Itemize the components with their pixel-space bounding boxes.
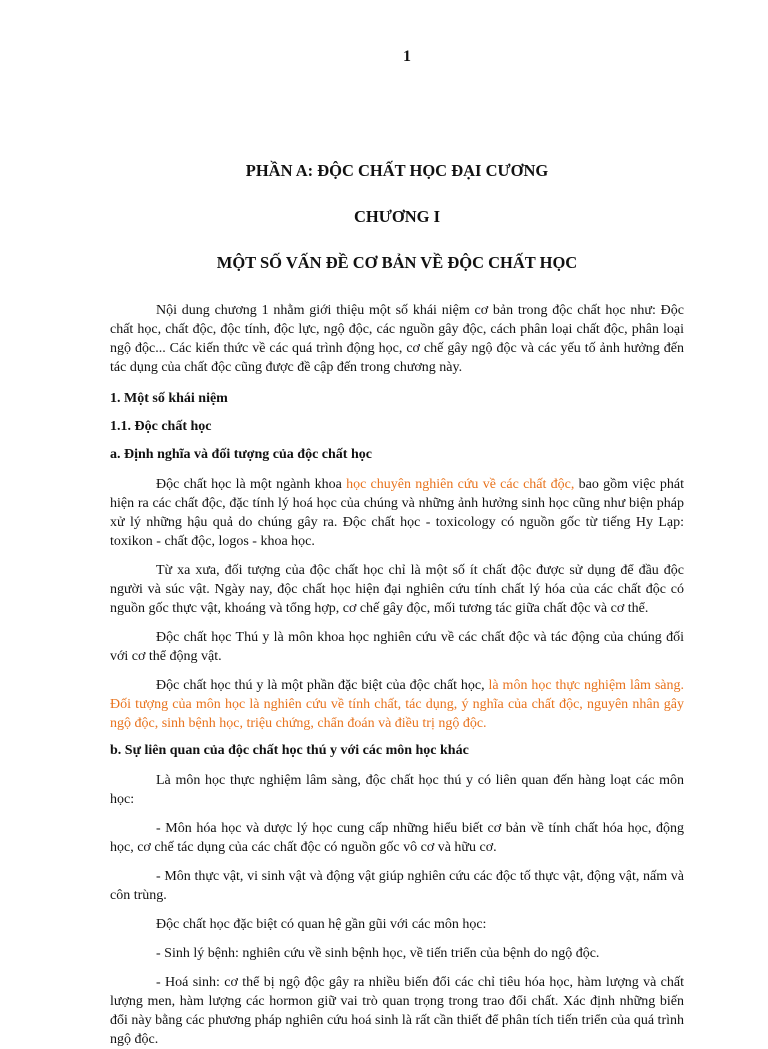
paragraph-text: Độc chất học là một ngành khoa: [156, 477, 347, 492]
paragraph-history: Từ xa xưa, đối tượng của độc chất học chỉ là một số ít chất độc được sử dụng để đầu độc người và súc vật. Ngày nay, độc chất học hiện đại nghiên cứu tính chất lý hóa của các chất độc có nguồn gốc thực vật, khoáng và tổng hợp, cơ chế gây độc, mối tương tác giữa chất độc và cơ thể.: [110, 563, 684, 616]
highlighted-text: học chuyên nghiên cứu về các chất độc,: [346, 477, 575, 492]
chapter-title: MỘT SỐ VẤN ĐỀ CƠ BẢN VỀ ĐỘC CHẤT HỌC: [216, 253, 578, 272]
paragraph-special-part: [110, 676, 684, 733]
section-1-1-heading: 1.1. Độc chất học: [110, 419, 212, 434]
highlighted-text: là môn học thực nghiệm lâm sàng. Đối tượng của môn học là nghiên cứu về tính chất, tác dụng, ý nghĩa của chất độc, nguyên nhân gây ngộ độc, sinh bệnh học, triệu chứng, chẩn đoán và điều trị ngộ độc.: [110, 678, 684, 731]
paragraph-text: Độc chất học thú y là một phần đặc biệt của độc chất học,: [156, 678, 489, 693]
section-b-heading: b. Sự liên quan của độc chất học thú y với các môn học khác: [110, 743, 469, 758]
paragraph-biochemistry: - Hoá sinh: cơ thể bị ngộ độc gây ra nhiều biến đổi các chỉ tiêu hóa học, hàm lượng và chất lượng men, hàm lượng các hormon giữ vai trò quan trọng trong trao đổi chất. Xác định những biến đổi này bằng các phương pháp nghiên cứu hoá sinh là rất cần thiết để phân tích tiến triển của quá trình ngộ độc.: [110, 975, 684, 1047]
paragraph-chemistry: - Môn hóa học và dược lý học cung cấp những hiểu biết cơ bản về tính chất hóa học, động học, cơ chế tác dụng của các chất độc có nguồn gốc vô cơ và hữu cơ.: [110, 821, 684, 855]
paragraph-close-relation: Độc chất học đặc biệt có quan hệ gần gũi với các môn học:: [156, 917, 487, 932]
chapter-label: CHƯƠNG I: [353, 207, 440, 226]
paragraph-definition: [110, 475, 684, 551]
paragraph-veterinary: Độc chất học Thú y là môn khoa học nghiên cứu về các chất độc và tác động của chúng đối với cơ thể động vật.: [110, 630, 684, 664]
intro-paragraph: Nội dung chương 1 nhằm giới thiệu một số khái niệm cơ bản trong độc chất học như: Độc chất học, chất độc, độc tính, độc lực, ngộ độc, các nguồn gây độc, cách phân loại chất độc, phân loại ngộ độc... Các kiến thức về các quá trình động học, cơ chế gây ngộ độc và các yếu tố ảnh hưởng đến tác dụng của chất độc cũng được đề cập đến trong chương này.: [110, 303, 684, 375]
paragraph-biology: - Môn thực vật, vi sinh vật và động vật giúp nghiên cứu các độc tố thực vật, động vật, nấm và côn trùng.: [110, 869, 684, 903]
paragraph-pathophysiology: - Sinh lý bệnh: nghiên cứu về sinh bệnh học, về tiến triển của bệnh do ngộ độc.: [156, 946, 600, 961]
paragraph-text: bao gồm việc phát hiện ra các chất độc, đặc tính lý hoá học của chúng và những ảnh hưởng sinh học cũng như biện pháp xử lý những hậu quả do chúng gây ra. Độc chất học - toxicology có nguồn gốc từ tiếng Hy Lạp: toxikon - chất độc, logos - khoa học.: [110, 477, 684, 549]
paragraph-related-subjects: Là môn học thực nghiệm lâm sàng, độc chất học thú y có liên quan đến hàng loạt các môn học:: [110, 773, 684, 807]
page-number: 1: [403, 48, 411, 65]
part-title: PHẦN A: ĐỘC CHẤT HỌC ĐẠI CƯƠNG: [245, 161, 549, 180]
section-1-heading: 1. Một số khái niệm: [110, 391, 228, 406]
section-a-heading: a. Định nghĩa và đối tượng của độc chất học: [110, 447, 372, 462]
